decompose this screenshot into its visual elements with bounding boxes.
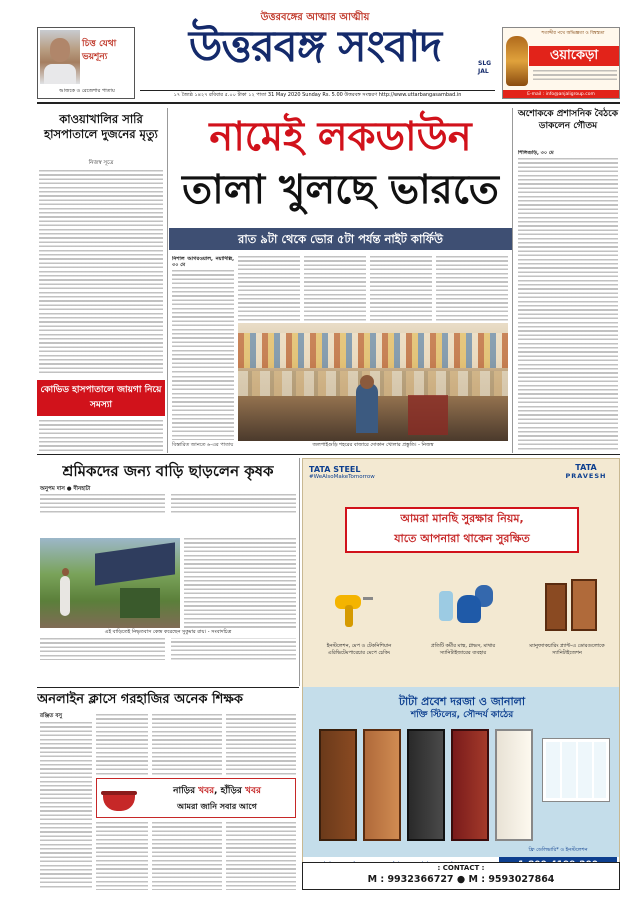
ad-dots <box>533 70 617 82</box>
tata-hashtag: #WeAlsoMakeTomorrow <box>309 474 375 480</box>
online-body-col2b <box>96 822 148 890</box>
tata-steel-logo <box>309 465 429 480</box>
lead-photo-caption: জলপাইগুড়ি শহরের বাজারে দোকান খোলার প্রস্তুতি। - নিজস্ব <box>312 442 434 448</box>
tata-free-label: ফ্রি ডেলিভারি* ও ইনস্টলেশন <box>528 847 588 853</box>
thermometer-icon <box>331 589 377 629</box>
lead-headline-2: তালা খুলছে ভারতে <box>182 167 499 213</box>
online-body-col3b <box>152 822 222 890</box>
tata-steps <box>307 571 617 681</box>
step-1-text: ইনস্টলেশন, মেপ ও টেকনিশিয়ান এরিভিটেমপারেচার মেপে চেকিং <box>326 643 392 656</box>
online-body-col4b <box>226 822 296 890</box>
ad-figurine <box>506 36 528 86</box>
tata-door-4 <box>451 729 489 841</box>
online-body-col1 <box>40 722 92 890</box>
edition-code <box>478 60 491 76</box>
covid-box-body <box>39 420 163 453</box>
masthead-tagline: উত্তরবঙ্গের আত্মার আত্মীয় <box>260 12 370 23</box>
left-box-heading: চিত্ত যেথা ভয়শূন্য <box>82 39 117 62</box>
pravesh-name: PRAVESH <box>565 472 607 480</box>
tata-headline-2: যাতে আপনারা থাকেন সুরক্ষিত <box>394 532 530 545</box>
tata-headline-box <box>345 507 579 553</box>
farmer-body-top <box>40 494 296 536</box>
lead-body-col1b <box>172 376 234 440</box>
covid-box <box>37 380 165 416</box>
farmer-headline: শ্রমিকদের জন্য বাড়ি ছাড়লেন কৃষক <box>62 462 274 480</box>
step-3-text: ম্যানুফ্যাকচারিং প্ল্যান্ট-এ ডোরগুলোকে স্যানিটাইজেশন <box>529 643 605 656</box>
masthead-right-ad <box>502 27 620 99</box>
hanrir-word: , হাঁড়ির <box>214 786 246 796</box>
lead-dateline: নিশাল আগরওয়াল, নয়াদিল্লি, ৩০ মে <box>172 256 234 269</box>
right-story-dateline: শিলিগুড়ি, ৩০ মে <box>518 150 554 156</box>
edition-jal: JAL <box>478 68 489 75</box>
tata-door-3 <box>407 729 445 841</box>
online-body-col2 <box>96 714 148 776</box>
tata-ad <box>302 458 620 888</box>
farmer-byline: অনুপম দাস ● দীনহাটা <box>40 486 91 492</box>
nadir-word: নাড়ির <box>173 786 199 796</box>
masthead-rule <box>37 102 620 104</box>
left-column-rule <box>167 108 168 453</box>
nadir-khabar-line2: আমরা জানি সবার আগে <box>177 802 257 811</box>
tata-pravesh-logo <box>557 463 615 480</box>
right-story-body <box>518 150 618 450</box>
tata-headline-1: আমরা মানছি সুরক্ষার নিয়ম, <box>400 512 524 525</box>
tata-banner-1: টাটা প্রবেশ দরজা ও জানালা <box>398 695 526 708</box>
story-kaoakhali-headline: কাওয়াখালির সারি হাসপাতালে দুজনের মৃত্যু <box>44 112 158 141</box>
tata-banner-2: শক্তি স্টিলের, সৌন্দর্য কাঠের <box>410 710 514 720</box>
cooking-pot-icon <box>101 787 137 813</box>
tata-window <box>543 739 609 801</box>
left-column <box>37 108 165 453</box>
ad-email: E-mail : info@anjaligroup.com <box>503 90 619 99</box>
author-photo <box>40 30 80 84</box>
doors-icon <box>545 579 605 635</box>
farmer-body-bottom <box>40 638 296 682</box>
farmer-rule <box>299 458 300 686</box>
masthead-left-box <box>37 27 135 99</box>
online-headline: অনলাইন ক্লাসে গরহাজির অনেক শিক্ষক <box>37 692 244 707</box>
contact-label: : CONTACT : <box>437 864 485 872</box>
farmer-photo <box>40 538 180 628</box>
tata-door-2 <box>363 729 401 841</box>
story-kaoakhali-body <box>39 170 163 375</box>
masthead <box>0 0 640 103</box>
right-column <box>516 108 620 453</box>
step-2-text: প্রতিটি কর্মীর মাস্ক, গ্লাভস, মাথার স্যানিটাইজারের ব্যবহার <box>430 643 496 656</box>
online-rule <box>37 687 299 688</box>
story-kaoakhali-byline: নিজস্ব সূত্রে <box>88 160 114 166</box>
online-body-col4 <box>226 714 296 776</box>
edition-slg: SLG <box>478 60 492 67</box>
khabar-word-2: খবর <box>245 786 261 796</box>
right-story-headline: অশোককে প্রশাসনিক বৈঠকে ডাকলেন গৌতম <box>517 109 619 131</box>
online-body-col3 <box>152 714 222 776</box>
lead-body-col1 <box>172 256 234 374</box>
right-column-rule <box>512 108 513 453</box>
contact-numbers[interactable]: M : 9932366727 ● M : 9593027864 <box>367 874 555 885</box>
ad-tagline: শতাব্দীর পথে অভিজ্ঞতা ও বিশ্বস্ততা <box>541 31 605 36</box>
dateline-bar: ১৭ জ্যৈষ্ঠ ১৪২৭ রবিবার ৫.০০ টাকা ১২ পাতা 31 May 2020 Sunday Rs. 5.00 উত্তরবঙ্গ সংস্করণ http://www.uttarbangasambad.in <box>140 90 495 99</box>
online-byline: রঞ্জিত বসু <box>40 713 63 719</box>
khabar-word-1: খবর <box>198 786 215 796</box>
covid-box-headline: কোভিড হাসপাতালে জায়গা নিয়ে সমস্যা <box>39 382 163 414</box>
nadir-khabar-box <box>96 778 296 818</box>
tata-doors-panel <box>303 687 620 857</box>
gloves-icon <box>435 581 495 633</box>
contact-strip <box>302 862 620 890</box>
tata-door-1 <box>319 729 357 841</box>
farmer-body-right <box>184 538 296 628</box>
mid-rule <box>37 454 620 455</box>
pravesh-tata: TATA <box>575 463 597 472</box>
lead-subhead: রাত ৯টা থেকে ভোর ৫টা পর্যন্ত নাইট কার্ফিউ <box>169 228 512 250</box>
farmer-photo-caption: এই বাড়িতেই নিভৃতবাস কেন্দ্র করেছেন সুকুমার রায়। - সংবাদচিত্র <box>104 629 232 635</box>
tata-steel-brand: TATA STEEL <box>309 465 361 474</box>
left-box-caption: আজকে ও রেজেশার পাতায় <box>59 88 115 94</box>
lead-headline-1: নামেই লকডাউন <box>209 114 472 160</box>
ad-brand: ওয়াকেড়া <box>529 46 619 66</box>
tata-door-5 <box>495 729 533 841</box>
nadir-khabar-line1 <box>141 785 293 798</box>
masthead-title: উত্তরবঙ্গ সংবাদ <box>188 22 442 72</box>
lead-continued: বিস্তারিত জানতে ৬-এর পাতায় <box>172 442 234 448</box>
lead-photo <box>238 323 508 441</box>
